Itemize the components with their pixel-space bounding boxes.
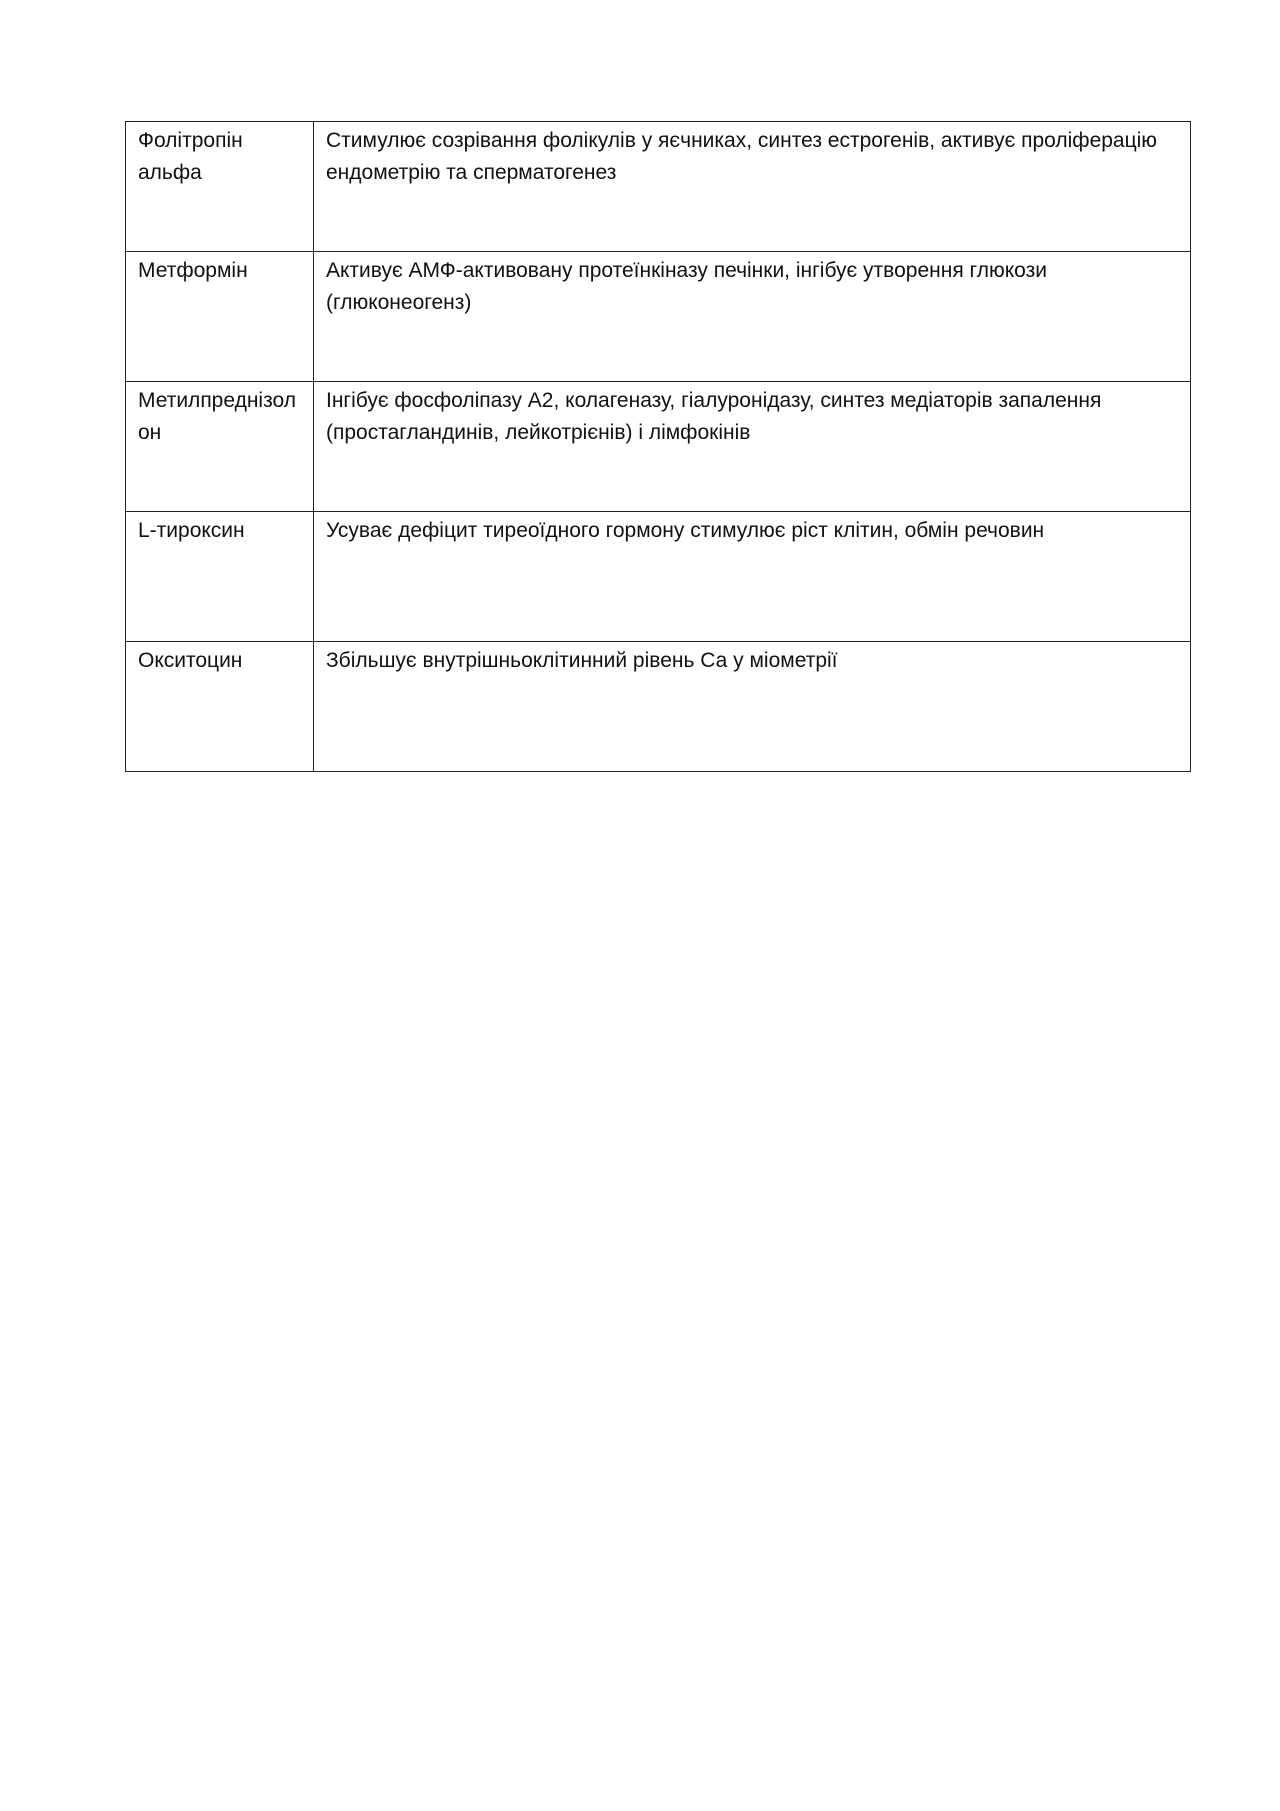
drug-effect-cell: Усуває дефіцит тиреоїдного гормону стимулює ріст клітин, обмін речовин xyxy=(314,512,1191,642)
drug-effects-table xyxy=(125,121,1191,772)
table-row xyxy=(126,642,1191,772)
drug-effect-cell: Стимулює созрівання фолікулів у яєчниках, синтез естрогенів, активує проліферацію ендометрію та сперматогенез xyxy=(314,122,1191,252)
table-row xyxy=(126,252,1191,382)
drug-name-cell: Метформін xyxy=(126,252,314,382)
table-row xyxy=(126,382,1191,512)
drug-name-cell: L-тироксин xyxy=(126,512,314,642)
table-row xyxy=(126,122,1191,252)
drug-name-cell: Метилпреднізолон xyxy=(126,382,314,512)
drug-name-cell: Окситоцин xyxy=(126,642,314,772)
drug-effect-cell: Інгібує фосфоліпазу А2, колагеназу, гіалуронідазу, синтез медіаторів запалення (простагландинів, лейкотрієнів) і лімфокінів xyxy=(314,382,1191,512)
drug-effect-cell: Активує АМФ-активовану протеїнкіназу печінки, інгібує утворення глюкози (глюконеогенз) xyxy=(314,252,1191,382)
drug-effect-cell: Збільшує внутрішньоклітинний рівень Са у міометрії xyxy=(314,642,1191,772)
drug-name-cell: Фолітропін альфа xyxy=(126,122,314,252)
table-row xyxy=(126,512,1191,642)
